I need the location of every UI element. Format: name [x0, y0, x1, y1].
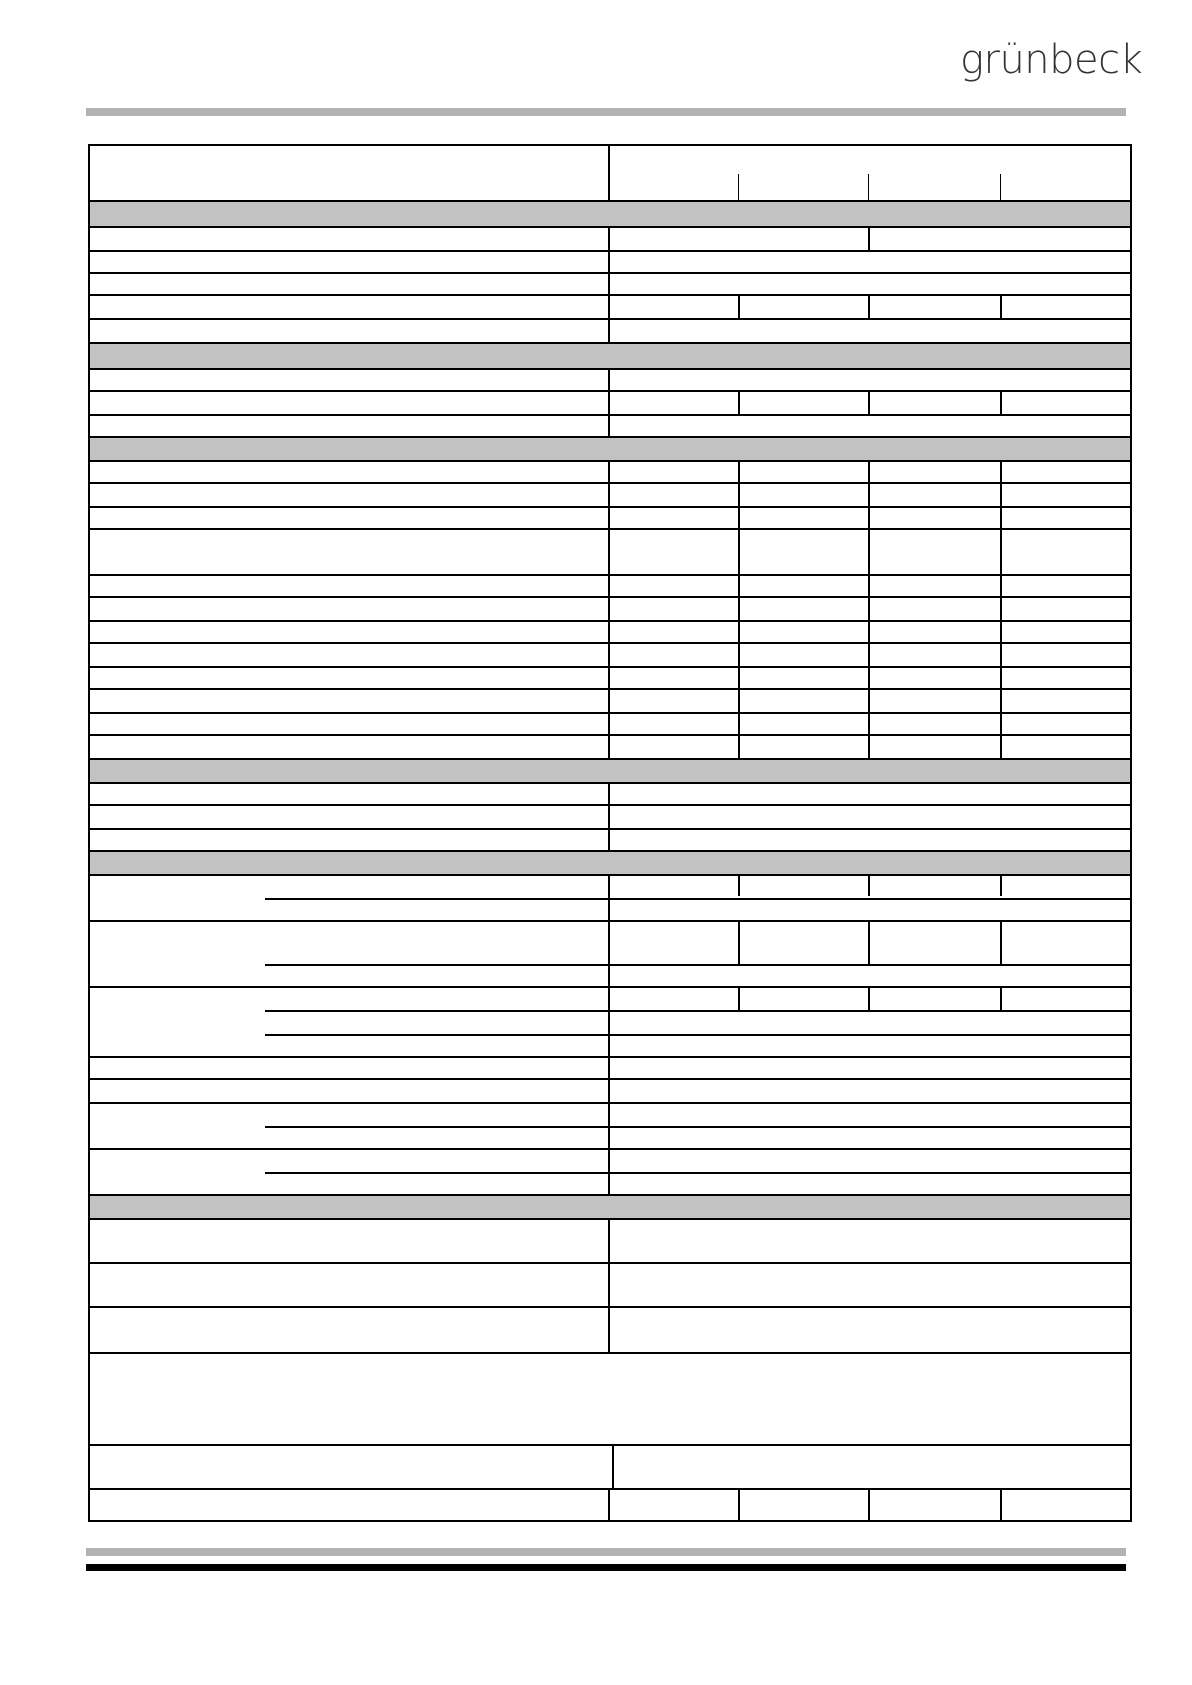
table-row	[90, 1058, 1130, 1080]
gruenbeck-logo: grünbeck	[960, 37, 1143, 83]
table-row-group	[90, 876, 1130, 922]
table-row	[90, 1490, 1130, 1520]
model-column-divider	[738, 174, 739, 202]
table-row	[90, 252, 1130, 274]
table-row	[90, 228, 1130, 252]
table-row	[90, 806, 1130, 830]
table-row	[90, 714, 1130, 736]
section-header	[90, 438, 1130, 462]
table-row	[90, 530, 1130, 576]
label-column-divider	[608, 146, 610, 200]
table-row	[90, 392, 1130, 416]
notes-block	[90, 1354, 1130, 1446]
table-row-group	[90, 988, 1130, 1058]
footer-rule-grey	[86, 1548, 1126, 1556]
table-row	[90, 830, 1130, 852]
table-row	[90, 690, 1130, 714]
table-row	[90, 370, 1130, 392]
table-row	[90, 1220, 1130, 1264]
model-column-divider	[868, 174, 869, 202]
table-row	[90, 274, 1130, 296]
table-row	[90, 784, 1130, 806]
table-row	[90, 416, 1130, 438]
table-row-group	[90, 1150, 1130, 1196]
table-row	[90, 1308, 1130, 1354]
table-row	[90, 668, 1130, 690]
table-row	[90, 320, 1130, 344]
technical-data-table	[88, 144, 1132, 1522]
table-row	[90, 1264, 1130, 1308]
table-row	[90, 622, 1130, 644]
section-header	[90, 1196, 1130, 1220]
table-row	[90, 462, 1130, 484]
header-rule	[86, 108, 1126, 116]
section-header	[90, 852, 1130, 876]
footer-rule-black	[86, 1564, 1126, 1571]
table-row	[90, 508, 1130, 530]
model-column-divider	[1000, 174, 1001, 202]
table-header-row	[90, 146, 1130, 202]
table-row	[90, 598, 1130, 622]
table-row-group	[90, 922, 1130, 988]
table-row	[90, 736, 1130, 760]
table-row	[90, 1446, 1130, 1490]
table-row	[90, 576, 1130, 598]
table-row	[90, 644, 1130, 668]
section-header	[90, 344, 1130, 370]
table-row	[90, 296, 1130, 320]
section-header	[90, 202, 1130, 228]
table-row	[90, 484, 1130, 508]
section-header	[90, 760, 1130, 784]
table-row	[90, 1080, 1130, 1104]
table-row-group	[90, 1104, 1130, 1150]
